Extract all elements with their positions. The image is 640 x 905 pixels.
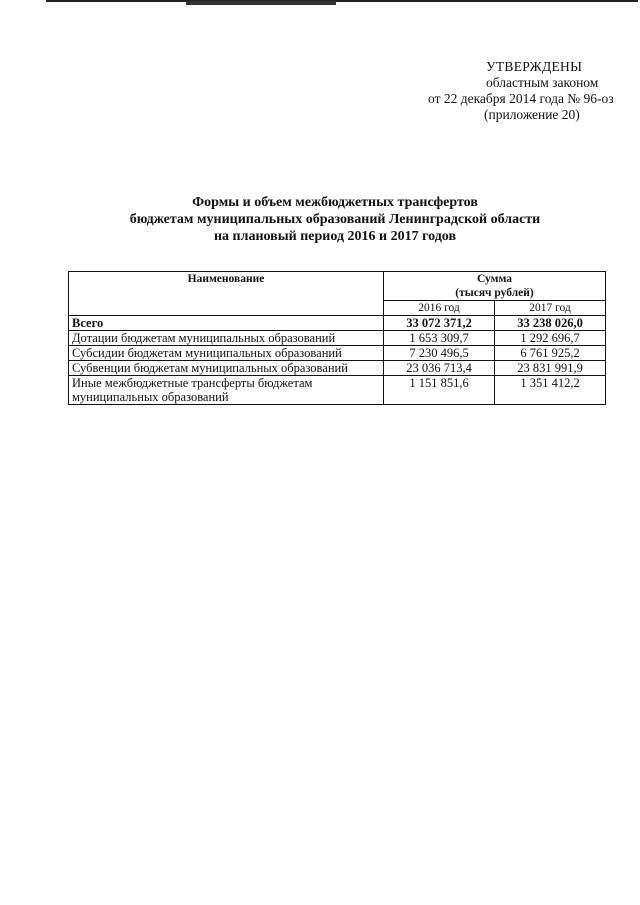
approval-title: УТВЕРЖДЕНЫ <box>486 59 583 74</box>
row-value-2016: 7 230 496,5 <box>384 346 495 361</box>
table-header-row <box>69 272 606 301</box>
table-row <box>69 331 606 346</box>
row-value-2016: 1 653 309,7 <box>384 331 495 346</box>
approval-date: от 22 декабря 2014 года № 96-оз <box>428 91 614 106</box>
scan-top-mark <box>186 1 336 5</box>
row-name: Дотации бюджетам муниципальных образований <box>69 331 384 346</box>
row-name: Иные межбюджетные трансферты бюджетам муниципальных образований <box>69 376 384 405</box>
header-year-2017: 2017 год <box>495 301 606 316</box>
row-value-2016: 23 036 713,4 <box>384 361 495 376</box>
row-name: Субвенции бюджетам муниципальных образований <box>69 361 384 376</box>
title-line-1: Формы и объем межбюджетных трансфертов <box>192 195 478 210</box>
title-line-3: на плановый период 2016 и 2017 годов <box>213 229 457 244</box>
table-row <box>69 361 606 376</box>
row-value-2016: 1 151 851,6 <box>384 376 495 405</box>
row-value-2016: 33 072 371,2 <box>384 316 495 331</box>
row-value-2017: 6 761 925,2 <box>495 346 606 361</box>
row-value-2017: 1 292 696,7 <box>495 331 606 346</box>
row-value-2017: 33 238 026,0 <box>495 316 606 331</box>
row-name: Субсидии бюджетам муниципальных образований <box>69 346 384 361</box>
approval-stamp <box>420 59 620 123</box>
transfers-table <box>68 271 606 405</box>
row-name: Всего <box>69 316 384 331</box>
title-line-2: бюджетам муниципальных образований Ленинградской области <box>129 212 541 227</box>
row-value-2017: 1 351 412,2 <box>495 376 606 405</box>
header-sum-unit: (тысяч рублей) <box>455 287 534 299</box>
document-title <box>100 194 570 245</box>
table-row <box>69 376 606 405</box>
table-row <box>69 346 606 361</box>
header-year-2016: 2016 год <box>384 301 495 316</box>
table-row-total <box>69 316 606 331</box>
header-sum-label: Сумма <box>477 273 512 285</box>
approval-appendix: (приложение 20) <box>484 107 580 122</box>
row-value-2017: 23 831 991,9 <box>495 361 606 376</box>
header-sum <box>384 272 606 301</box>
scan-top-border <box>46 0 638 2</box>
approval-law: областным законом <box>486 75 599 90</box>
header-name: Наименование <box>69 272 384 316</box>
